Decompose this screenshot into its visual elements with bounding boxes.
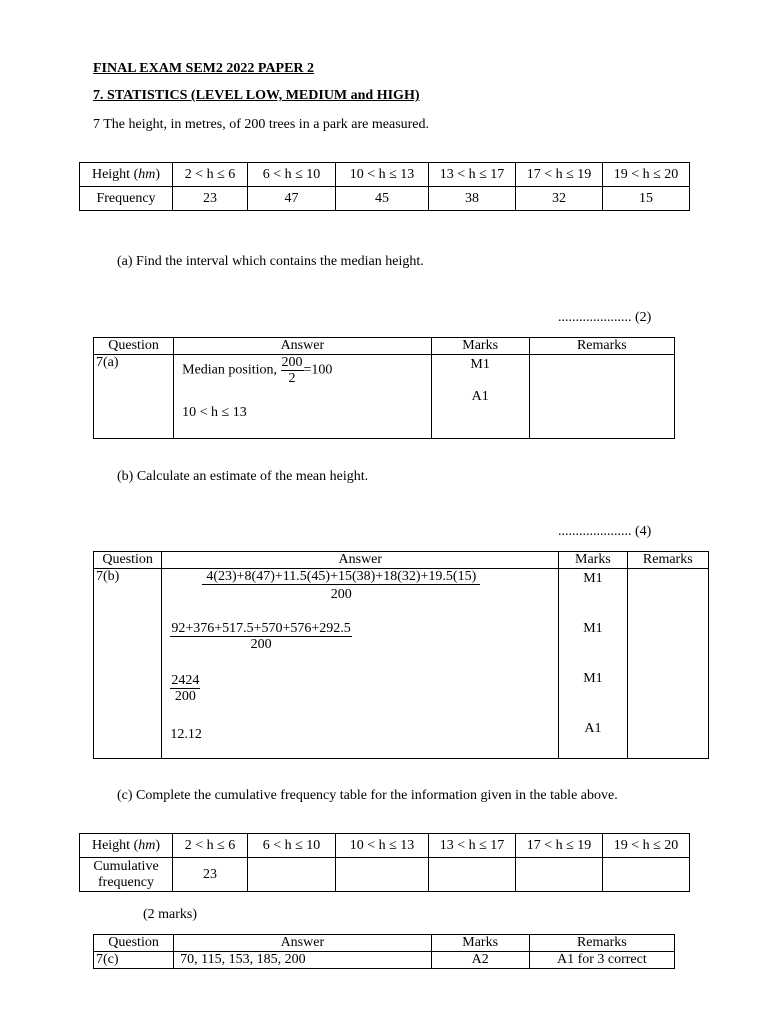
interval-cell: 13 < h ≤ 17: [429, 834, 516, 858]
mean-step-2: $\frac{92+376+517.5+570+576+292.5}{200}$: [171, 621, 351, 652]
cumulative-cell: [603, 858, 690, 892]
marks-cell: [559, 569, 627, 759]
question-number: 7(c): [94, 952, 174, 969]
marks-cell: [431, 355, 529, 439]
interval-cell: 10 < h ≤ 13: [336, 163, 429, 187]
answer-cell: [174, 355, 431, 439]
interval-cell: 19 < h ≤ 20: [603, 834, 690, 858]
question-number: 7(a): [94, 355, 174, 439]
mark: M1: [470, 357, 490, 372]
exam-title: FINAL EXAM SEM2 2022 PAPER 2: [93, 61, 315, 76]
marks-cell: A2: [431, 952, 529, 969]
cumulative-cell: 23: [173, 858, 248, 892]
interval-cell: 17 < h ≤ 19: [516, 163, 603, 187]
header-marks: Marks: [431, 935, 529, 952]
part-a-marks-line: ..................... (2): [558, 310, 652, 325]
header-question: Question: [94, 935, 174, 952]
mean-step-3: $\frac{2424}{200}$: [171, 673, 200, 704]
cumulative-cell: [336, 858, 429, 892]
part-b-marks-line: ..................... (4): [558, 524, 652, 539]
frequency-table: [79, 162, 690, 211]
header-remarks: Remarks: [627, 552, 708, 569]
frequency-cell: 45: [336, 187, 429, 211]
interval-cell: 2 < h ≤ 6: [173, 834, 248, 858]
remarks-cell: A1 for 3 correct: [529, 952, 674, 969]
question-number: 7(b): [94, 569, 162, 759]
mean-result: 12.12: [170, 727, 202, 742]
part-c-markscheme: [93, 934, 675, 969]
header-question: Question: [94, 338, 174, 355]
answer-cell: [162, 569, 559, 759]
mean-step-1: $\frac{4(23)+8(47)+11.5(45)+15(38)+18(32)+19.5(15)}{200}$: [202, 569, 480, 602]
part-a-markscheme: [93, 337, 675, 439]
header-answer: Answer: [162, 552, 559, 569]
frequency-cell: 47: [248, 187, 336, 211]
cumulative-cell: [248, 858, 336, 892]
interval-cell: 6 < h ≤ 10: [248, 834, 336, 858]
part-c-marks-note: (2 marks): [143, 907, 198, 922]
header-remarks: Remarks: [529, 338, 674, 355]
median-position-line: Median position, $\frac{200}{2}$ =100: [182, 355, 333, 386]
interval-cell: 17 < h ≤ 19: [516, 834, 603, 858]
header-marks: Marks: [431, 338, 529, 355]
frequency-cell: 38: [429, 187, 516, 211]
header-marks: Marks: [559, 552, 627, 569]
height-row-label: Height (hm): [80, 834, 173, 858]
remarks-cell: [627, 569, 708, 759]
part-a-question: (a) Find the interval which contains the median height.: [117, 254, 424, 269]
interval-cell: 10 < h ≤ 13: [336, 834, 429, 858]
interval-cell: 6 < h ≤ 10: [248, 163, 336, 187]
part-c-question: (c) Complete the cumulative frequency table for the information given in the table above.: [117, 788, 618, 803]
remarks-cell: [529, 355, 674, 439]
cumulative-row-label: Cumulative frequency: [80, 858, 173, 892]
interval-cell: 13 < h ≤ 17: [429, 163, 516, 187]
cumulative-cell: [516, 858, 603, 892]
mark: A1: [584, 721, 602, 736]
section-title: 7. STATISTICS (LEVEL LOW, MEDIUM and HIGH): [93, 88, 420, 103]
interval-cell: 2 < h ≤ 6: [173, 163, 248, 187]
height-row-label: Height (hm): [80, 163, 173, 187]
answer-cell: 70, 115, 153, 185, 200: [174, 952, 431, 969]
header-question: Question: [94, 552, 162, 569]
cumulative-cell: [429, 858, 516, 892]
mark: A1: [471, 389, 489, 404]
part-b-markscheme: [93, 551, 709, 759]
header-answer: Answer: [174, 935, 431, 952]
cumulative-frequency-table: [79, 833, 690, 892]
mark: M1: [583, 671, 603, 686]
frequency-cell: 23: [173, 187, 248, 211]
header-answer: Answer: [174, 338, 431, 355]
frequency-row-label: Frequency: [80, 187, 173, 211]
mark: M1: [583, 621, 603, 636]
frequency-cell: 15: [603, 187, 690, 211]
interval-cell: 19 < h ≤ 20: [603, 163, 690, 187]
median-interval: 10 < h ≤ 13: [182, 405, 247, 420]
question-intro: 7 The height, in metres, of 200 trees in a park are measured.: [93, 117, 430, 132]
frequency-cell: 32: [516, 187, 603, 211]
header-remarks: Remarks: [529, 935, 674, 952]
mark: M1: [583, 571, 603, 586]
part-b-question: (b) Calculate an estimate of the mean height.: [117, 469, 369, 484]
